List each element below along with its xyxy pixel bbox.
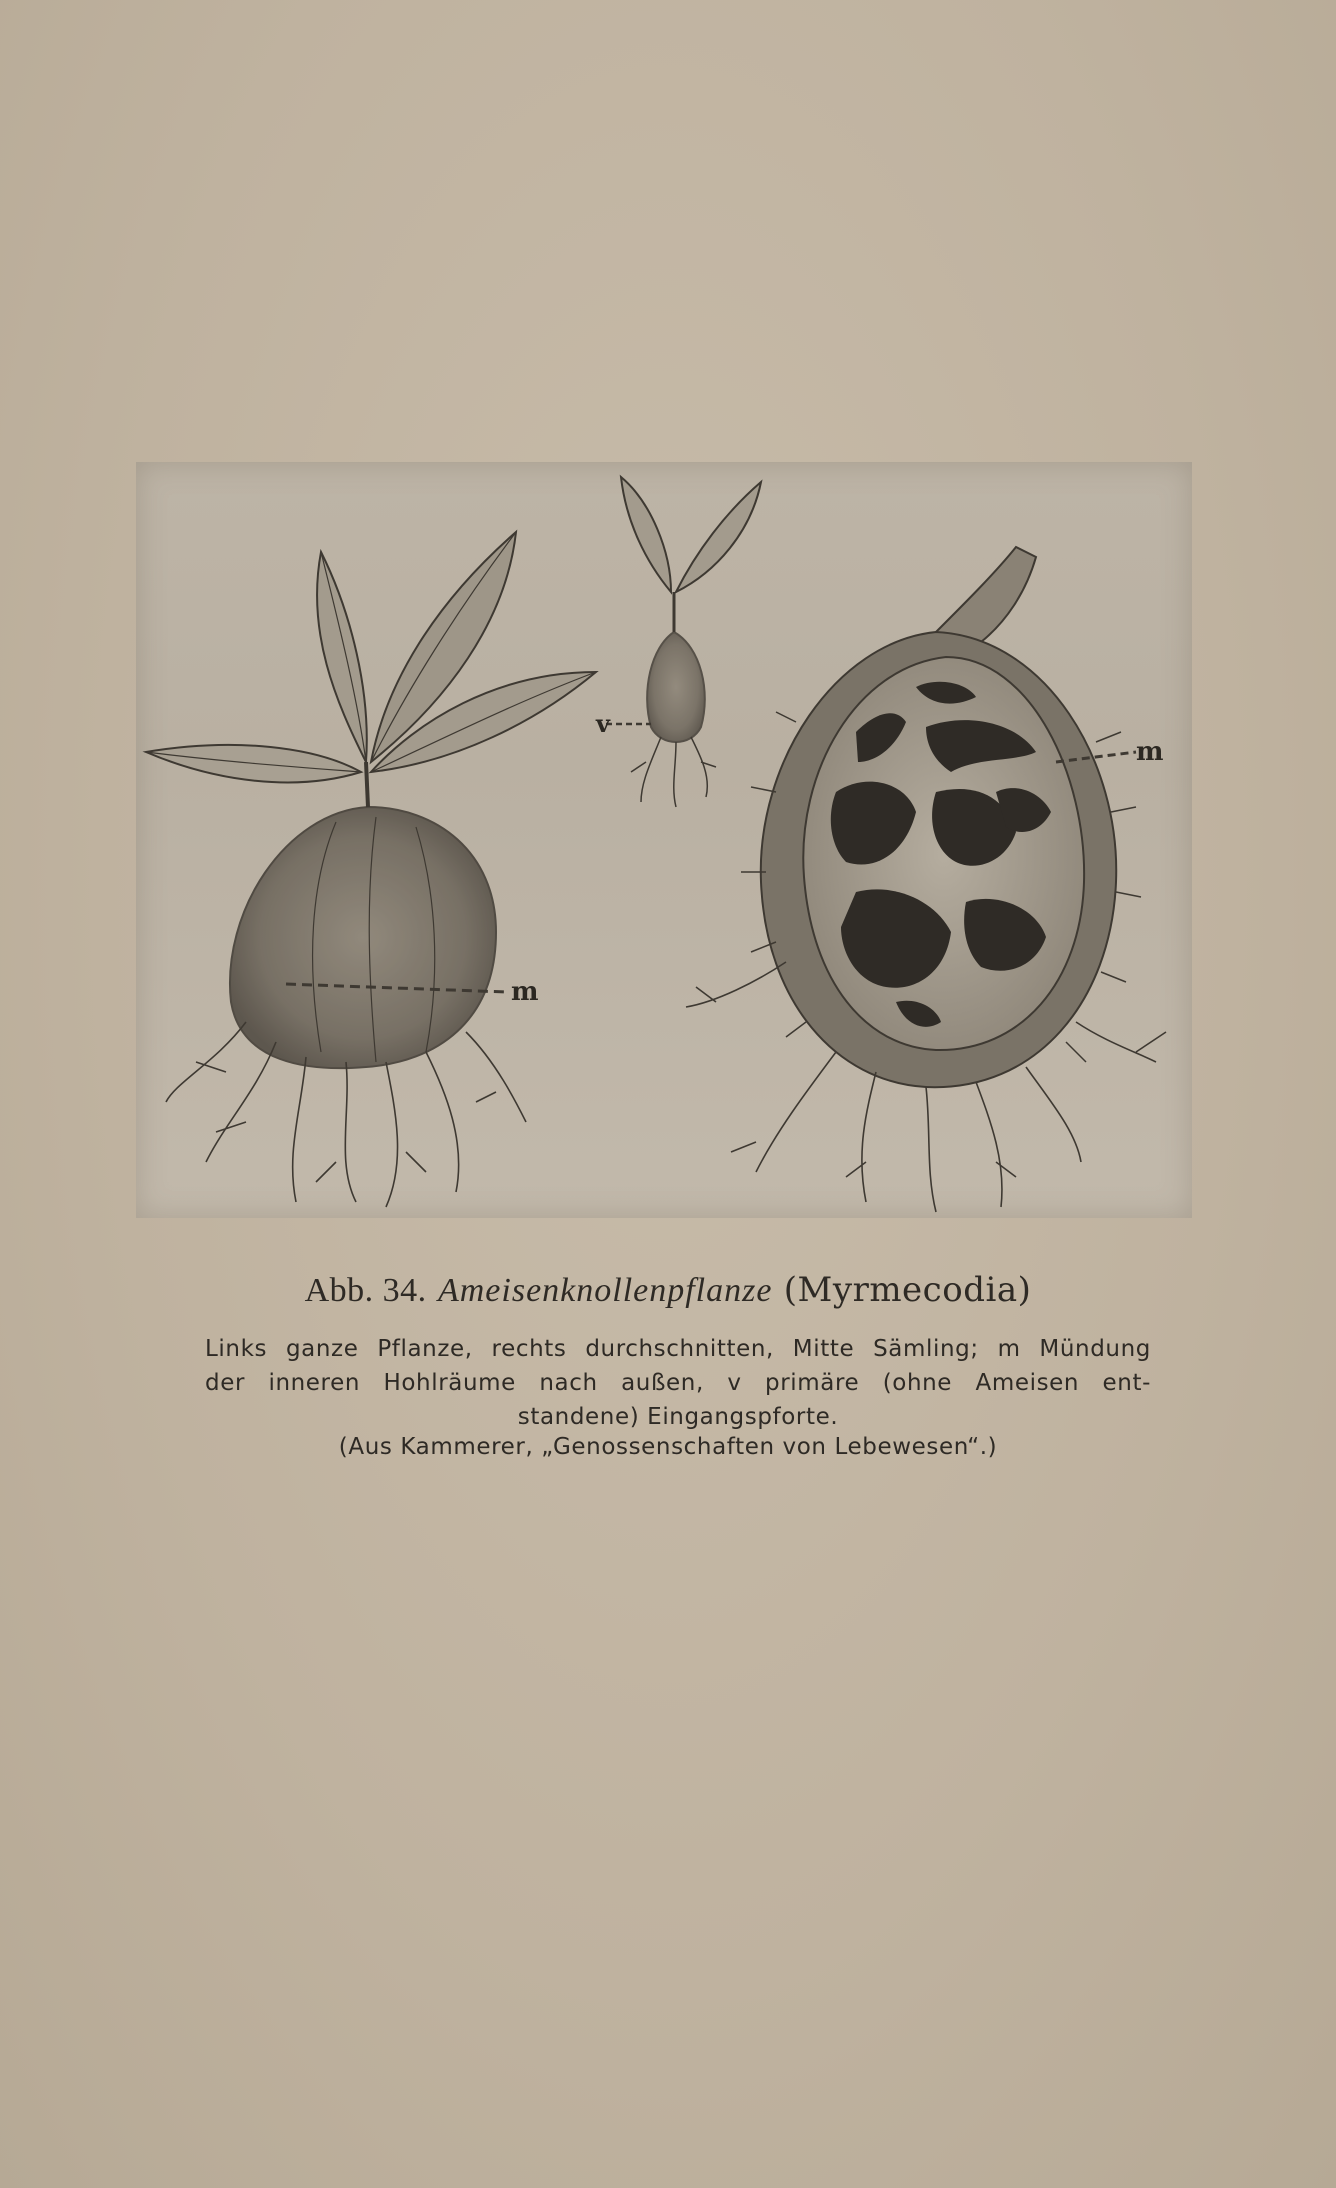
cross-section bbox=[686, 547, 1166, 1212]
leaf bbox=[317, 552, 367, 762]
leaf bbox=[676, 482, 761, 592]
figure-number: Abb. 34. bbox=[304, 1272, 427, 1309]
ant-plant-drawing bbox=[136, 462, 1192, 1218]
seedling-tuber bbox=[647, 632, 705, 742]
figure-title-italic: Ameisenknollenpflanze bbox=[437, 1272, 773, 1309]
leaf bbox=[621, 477, 671, 592]
caption-line: standene) Eingangspforte. bbox=[517, 1404, 839, 1430]
left-m-label: m bbox=[511, 977, 539, 1007]
right-m-label: m bbox=[1136, 737, 1164, 767]
whole-plant bbox=[146, 532, 596, 1207]
caption-line: Links ganze Pflanze, rechts durchschnitten, Mitte Sämling; m Mündung bbox=[205, 1336, 1151, 1362]
figure-title-latin: (Myrmecodia) bbox=[783, 1270, 1032, 1310]
figure-illustration bbox=[136, 462, 1192, 1218]
figure-source: (Aus Kammerer, „Genossenschaften von Lebewesen“.) bbox=[338, 1434, 998, 1460]
figure-caption-body bbox=[205, 1332, 1151, 1434]
seedling-v-label: v bbox=[596, 709, 610, 738]
figure-caption-title bbox=[0, 1270, 1336, 1310]
seedling-roots bbox=[631, 737, 716, 807]
caption-line: der inneren Hohlräume nach außen, v primäre (ohne Ameisen ent- bbox=[205, 1370, 1151, 1396]
seedling bbox=[606, 477, 761, 807]
tuber bbox=[230, 807, 496, 1068]
